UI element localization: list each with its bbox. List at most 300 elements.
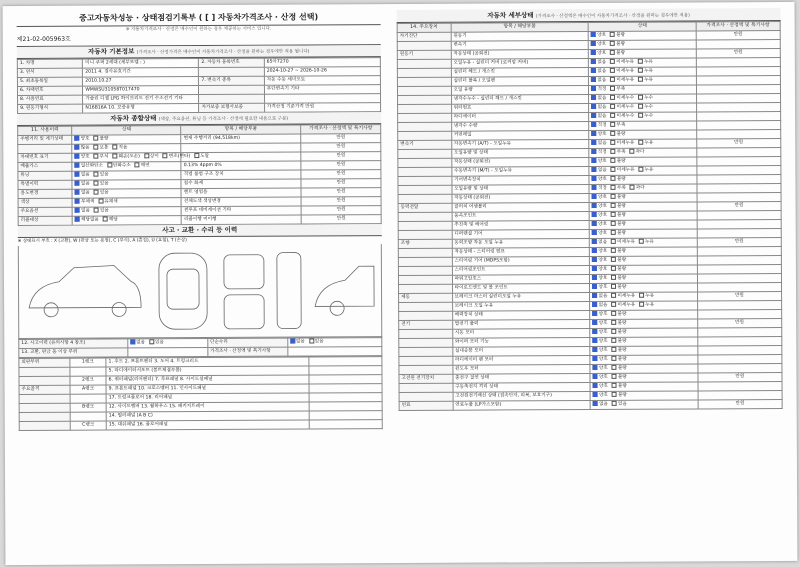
part-name: 작동상태 (공회전)	[452, 194, 590, 204]
checkbox[interactable]	[592, 113, 597, 118]
checkbox[interactable]	[75, 217, 80, 222]
table-row	[399, 400, 782, 411]
checkbox[interactable]	[611, 194, 616, 199]
checkbox[interactable]	[612, 329, 617, 334]
checkbox-label: 있음	[617, 401, 627, 407]
checkbox[interactable]	[94, 208, 99, 213]
checkbox[interactable]	[194, 153, 199, 158]
checkbox[interactable]	[107, 163, 112, 168]
device-group	[398, 248, 452, 257]
checkbox[interactable]	[593, 365, 598, 370]
checkbox[interactable]	[612, 311, 617, 316]
checkbox[interactable]	[94, 172, 99, 177]
vehicle-diagram	[18, 244, 382, 339]
checkbox[interactable]	[75, 145, 80, 150]
checkbox[interactable]	[612, 365, 617, 370]
checkbox[interactable]	[610, 113, 615, 118]
checkbox-label: 있음	[99, 172, 109, 178]
checkbox[interactable]	[611, 248, 616, 253]
price-value: 만원	[301, 134, 381, 143]
price-value	[697, 247, 781, 256]
checkbox[interactable]	[611, 167, 616, 172]
group-label: 주요골격	[19, 385, 70, 394]
part-name: 추진축 및 베어링	[452, 221, 590, 231]
checkbox[interactable]	[639, 293, 644, 298]
checkbox[interactable]	[630, 185, 635, 190]
device-group: 전기	[399, 320, 453, 329]
price-value	[697, 310, 781, 319]
field-value: 2011 4. 검사유효기간	[83, 68, 199, 78]
checkbox[interactable]	[593, 374, 598, 379]
checkbox[interactable]	[611, 176, 616, 181]
checkbox-label: 있음	[99, 181, 109, 187]
checkbox[interactable]	[592, 266, 597, 271]
device-group: 원동기	[397, 50, 451, 59]
field-value: WMWSU31058T017470	[83, 86, 199, 96]
field-value: 2024-10-27 ~ 2026-10-26	[264, 67, 380, 77]
title-note: ※ 자동차가격조사 · 산정은 매수인이 원하는 경우 제공하는 서비스 입니다.	[125, 26, 272, 33]
checkbox[interactable]	[611, 221, 616, 226]
checkbox[interactable]	[630, 149, 635, 154]
checkbox[interactable]	[593, 383, 598, 388]
checkbox[interactable]	[75, 208, 80, 213]
panel-parts: 17. 트렁크플로어 18. 리어패널	[106, 393, 309, 403]
column-header: 항목 / 해당부품	[451, 23, 589, 33]
checkbox[interactable]	[593, 320, 598, 325]
checkbox[interactable]	[610, 95, 615, 100]
panel-parts: 6. 쿼터패널(리어펜더) 7. 루프패널 8. 사이드실패널	[106, 375, 309, 385]
rank-label: 1랭크	[70, 358, 106, 367]
checkbox[interactable]	[75, 136, 80, 141]
checkbox-label: 불량	[617, 275, 627, 281]
checkbox[interactable]	[593, 392, 598, 397]
item-value: 렌트 영업용	[181, 188, 301, 198]
price-value	[697, 157, 781, 166]
checkbox[interactable]	[638, 77, 643, 82]
checkbox[interactable]	[611, 266, 616, 271]
part-name: 작동상태 (공회전)	[451, 158, 589, 168]
checkbox[interactable]	[592, 104, 597, 109]
price-value	[696, 67, 780, 76]
part-name: 발전기 출력	[452, 320, 590, 330]
part-name: 오일 유량	[451, 86, 589, 96]
device-group	[397, 41, 451, 50]
checkbox[interactable]	[592, 212, 597, 217]
device-group	[398, 212, 452, 221]
checkbox[interactable]	[592, 257, 597, 262]
row-label: 특별이력	[18, 180, 72, 189]
checkbox[interactable]	[75, 154, 80, 159]
checkbox-label: 불량	[617, 248, 627, 254]
checkbox[interactable]	[592, 185, 597, 190]
part-name: 구동축전지 격리 상태	[453, 383, 591, 393]
checkbox[interactable]	[612, 320, 617, 325]
rank-label: B랭크	[70, 403, 106, 412]
price-value	[697, 265, 781, 274]
checkbox[interactable]	[592, 140, 597, 145]
checkbox-label: 양호	[80, 136, 90, 142]
checkbox-label: 매연	[140, 163, 150, 169]
checkbox-label: 탄화수소	[113, 163, 131, 169]
rank-label	[70, 367, 106, 376]
row-label: 차대번호 표기	[18, 153, 72, 162]
checkbox[interactable]	[612, 356, 617, 361]
checkbox-label: 보통	[99, 145, 109, 151]
checkbox-label: 부족	[616, 122, 626, 128]
checkbox-label: 불량	[617, 329, 627, 335]
checkbox[interactable]	[591, 68, 596, 73]
checkbox-label: 불량	[617, 311, 627, 317]
checkbox[interactable]	[638, 68, 643, 73]
checkbox[interactable]	[592, 176, 597, 181]
rank-label: C랭크	[70, 421, 106, 430]
checkbox[interactable]	[593, 347, 598, 352]
part-name: 클러치 어셈블리	[452, 203, 590, 213]
device-group	[399, 392, 453, 401]
device-group	[398, 167, 452, 176]
part-name: 동력조향 작동 오일 누유	[452, 239, 590, 249]
checkbox-label: 불량	[616, 32, 625, 38]
checkbox[interactable]	[75, 163, 80, 168]
price-value: 만원	[301, 161, 381, 170]
column-header: 11. 사용이력	[18, 126, 72, 135]
field-value: 자동 수동 세미오토	[264, 76, 380, 86]
checkbox[interactable]	[638, 104, 643, 109]
checkbox[interactable]	[611, 203, 616, 208]
checkbox[interactable]	[592, 95, 597, 100]
checkbox[interactable]	[75, 172, 80, 177]
checkbox-label: 적정	[597, 185, 607, 191]
checkbox-label: 있음	[155, 340, 164, 346]
checkbox[interactable]	[592, 248, 597, 253]
checkbox[interactable]	[591, 77, 596, 82]
price-value	[697, 256, 781, 265]
checkbox[interactable]	[94, 154, 99, 159]
price-value: 만원	[301, 197, 381, 206]
checkbox[interactable]	[610, 59, 615, 64]
checkbox[interactable]	[610, 77, 615, 82]
row-label: 13. 교환, 판금 등 이상 부위	[19, 348, 128, 358]
price-value	[697, 220, 781, 229]
checkbox[interactable]	[592, 284, 597, 289]
rank-label: A랭크	[70, 385, 106, 394]
price-value	[697, 283, 781, 292]
checkbox[interactable]	[591, 59, 596, 64]
checkbox[interactable]	[112, 144, 117, 149]
checkbox[interactable]	[592, 149, 597, 154]
checkbox[interactable]	[611, 293, 616, 298]
device-group	[398, 131, 452, 140]
checkbox[interactable]	[75, 190, 80, 195]
checkbox[interactable]	[591, 32, 596, 37]
field-label: 2. 자동차 등록번호	[199, 58, 264, 67]
rank-label	[70, 412, 106, 421]
checkbox[interactable]	[639, 239, 644, 244]
checkbox[interactable]	[591, 86, 596, 91]
device-group	[398, 185, 452, 194]
price-value	[697, 166, 781, 175]
checkbox[interactable]	[612, 347, 617, 352]
checkbox[interactable]	[309, 338, 314, 343]
checkbox-label: 과다	[635, 149, 645, 155]
checkbox-label: 없음	[136, 340, 146, 346]
price-value	[698, 346, 782, 355]
part-name: 수동변속기 (M/T) - 오일누유	[452, 167, 590, 177]
column-header: 항목 / 해당부품	[181, 125, 301, 135]
part-name: 스티어링조인트	[452, 266, 590, 276]
checkbox[interactable]	[610, 32, 615, 37]
checkbox-label: 양호	[597, 32, 607, 38]
checkbox[interactable]	[611, 158, 616, 163]
row-label: 가격조사 · 산정액 및 특기사항	[208, 347, 288, 356]
device-group	[398, 221, 452, 230]
checkbox[interactable]	[611, 257, 616, 262]
checkbox[interactable]	[593, 302, 598, 307]
checkbox[interactable]	[610, 104, 615, 109]
checkbox-label: 양호	[598, 284, 608, 290]
checkbox[interactable]	[593, 293, 598, 298]
part-name: 워터펌프	[451, 104, 589, 114]
checkbox[interactable]	[593, 401, 598, 406]
checkbox[interactable]	[113, 153, 118, 158]
checkbox-label: 있음	[99, 208, 109, 214]
checkbox-label: 양호	[597, 158, 607, 164]
checkbox[interactable]	[593, 311, 598, 316]
checkbox[interactable]	[611, 239, 616, 244]
checkbox[interactable]	[592, 167, 597, 172]
field-label: 9. 원동기형식	[18, 104, 83, 113]
part-name: 원동기	[451, 32, 589, 42]
checkbox[interactable]	[611, 230, 616, 235]
part-name: 등속조인트	[452, 212, 590, 222]
checkbox[interactable]	[98, 199, 103, 204]
checkbox-label: 양호	[598, 338, 608, 344]
checkbox-label: 불량	[616, 41, 626, 47]
price-value	[309, 357, 382, 366]
group-label	[19, 394, 70, 403]
checkbox[interactable]	[290, 339, 295, 344]
checkbox-label: 적정	[597, 86, 607, 92]
checkbox-label: 누유	[644, 140, 654, 146]
field-value: 가격산정 기준가격 만원	[264, 103, 380, 113]
checkbox[interactable]	[612, 338, 617, 343]
price-value: 만원	[698, 400, 782, 409]
price-value	[696, 58, 780, 67]
part-name: 라디에이터 팬 모터	[452, 356, 590, 366]
item-value: 침수 화재	[181, 179, 301, 189]
device-group	[399, 347, 453, 356]
device-group	[398, 158, 452, 167]
right-page	[397, 8, 783, 411]
inspection-sheet	[3, 2, 798, 565]
part-name: 기어변속장치	[452, 176, 590, 186]
checkbox[interactable]	[94, 145, 99, 150]
overall-status-table	[17, 124, 382, 226]
row-label: 배출가스	[18, 162, 72, 171]
device-group	[398, 95, 452, 104]
checkbox[interactable]	[591, 41, 596, 46]
part-name: 배력장치 상태	[452, 311, 590, 321]
part-name: 브레이크 오일 누유	[452, 302, 590, 312]
checkbox-label: 훼손(오손)	[118, 154, 140, 160]
checkbox-label: 불량	[616, 50, 626, 56]
checkbox-label: 누유	[644, 239, 654, 245]
checkbox-label: 적정	[597, 149, 607, 155]
checkbox-label: 없음	[597, 113, 607, 119]
device-group	[399, 356, 453, 365]
checkbox-label: 양호	[598, 230, 608, 236]
checkbox[interactable]	[638, 95, 643, 100]
checkbox-label: 과다	[635, 185, 645, 191]
part-name: 실내송풍 모터	[452, 347, 590, 357]
checkbox[interactable]	[75, 181, 80, 186]
checkbox-label: 불량	[617, 230, 627, 236]
checkbox[interactable]	[611, 122, 616, 127]
checkbox[interactable]	[593, 356, 598, 361]
checkbox-label: 불량	[617, 212, 626, 218]
device-group	[399, 338, 453, 347]
checkbox-label: 양호	[598, 329, 608, 335]
checkbox-label: 부식	[99, 154, 109, 160]
checkbox[interactable]	[593, 338, 598, 343]
checkbox[interactable]	[638, 140, 643, 145]
checkbox[interactable]	[592, 203, 597, 208]
checkbox[interactable]	[592, 158, 597, 163]
column-header: 상태	[72, 126, 181, 136]
device-group	[398, 266, 452, 275]
checkbox[interactable]	[610, 50, 615, 55]
device-group	[398, 104, 452, 113]
checkbox[interactable]	[638, 113, 643, 118]
row-label: 주요옵션	[18, 207, 72, 216]
price-value: 만원	[301, 215, 381, 224]
checkbox[interactable]	[610, 86, 615, 91]
checkbox-label: 미세누유	[617, 239, 635, 245]
checkbox[interactable]	[94, 136, 99, 141]
checkbox-label: 양호	[598, 374, 608, 380]
field-label	[199, 85, 264, 94]
checkbox[interactable]	[612, 383, 617, 388]
checkbox[interactable]	[612, 392, 617, 397]
price-value	[309, 375, 382, 384]
row-label: 튜닝	[18, 171, 72, 180]
price-value	[697, 301, 781, 310]
checkbox[interactable]	[75, 199, 80, 204]
checkbox[interactable]	[103, 217, 108, 222]
part-name: 파워고압호스	[452, 275, 590, 285]
checkbox-label: 누유	[644, 68, 653, 74]
part-name: 실린더 블록 / 오일팬	[451, 77, 589, 87]
checkbox[interactable]	[610, 68, 615, 73]
checkbox-label: 불량	[617, 221, 626, 227]
column-header: 14. 주요장치	[397, 23, 451, 32]
checkbox-label: 양호	[599, 383, 608, 389]
checkbox[interactable]	[611, 302, 616, 307]
checkbox[interactable]	[592, 275, 597, 280]
checkbox[interactable]	[611, 140, 616, 145]
price-value: 만원	[698, 373, 782, 382]
checkbox-label: 불량	[617, 392, 627, 398]
price-value	[696, 112, 780, 121]
checkbox[interactable]	[149, 339, 154, 344]
field-label: 8. 사용연료	[18, 95, 83, 104]
checkbox-label: 양호	[598, 275, 608, 281]
row-label: 12. 사고이력 (유의사항 4 참조)	[19, 339, 128, 349]
price-value	[698, 391, 782, 400]
checkbox[interactable]	[592, 131, 597, 136]
checkbox[interactable]	[592, 239, 597, 244]
checkbox-label: 불량	[617, 320, 627, 326]
checkbox[interactable]	[611, 212, 616, 217]
price-value	[698, 364, 782, 373]
part-name: 스티어링 기어 (MDPS포함)	[452, 257, 590, 267]
row-label: 용도변경	[18, 189, 72, 198]
checkbox[interactable]	[611, 131, 616, 136]
price-value: 만원	[697, 238, 781, 247]
checkbox[interactable]	[593, 329, 598, 334]
device-group	[398, 194, 452, 203]
checkbox[interactable]	[144, 153, 149, 158]
checkbox[interactable]	[592, 194, 597, 199]
part-name: 변속기	[451, 41, 589, 51]
checkbox[interactable]	[592, 221, 597, 226]
group-label	[19, 421, 70, 430]
checkbox[interactable]	[130, 339, 135, 344]
checkbox[interactable]	[612, 401, 617, 406]
price-value	[696, 85, 780, 94]
panel-exchange-table	[18, 356, 382, 431]
field-value: N16B16A 10. 보증유형	[83, 104, 199, 114]
device-group	[397, 77, 451, 86]
price-value	[696, 94, 780, 103]
item-value: 현재 주행거리 (94,518km)	[181, 134, 301, 144]
part-name: 라디에이터	[451, 113, 589, 123]
checkbox-label: 양호	[597, 41, 607, 47]
checkbox-label: 미세누유	[616, 77, 635, 83]
part-name: 디퍼렌셜 기어	[452, 230, 590, 240]
checkbox[interactable]	[610, 41, 615, 46]
checkbox[interactable]	[638, 59, 643, 64]
checkbox[interactable]	[639, 302, 644, 307]
checkbox[interactable]	[611, 275, 616, 280]
checkbox[interactable]	[163, 153, 168, 158]
checkbox-label: 일산화탄소	[80, 163, 104, 169]
checkbox-label: 미세누유	[616, 68, 635, 74]
status-options	[128, 348, 208, 357]
checkbox[interactable]	[611, 185, 616, 190]
checkbox[interactable]	[612, 374, 617, 379]
accident-history-header: 사고 · 교환 · 수리 등 이력	[18, 224, 382, 238]
checkbox[interactable]	[611, 149, 616, 154]
checkbox[interactable]	[592, 230, 597, 235]
checkbox-label: 불량	[616, 176, 626, 182]
checkbox-label: 양호	[597, 50, 607, 56]
checkbox[interactable]	[591, 50, 596, 55]
price-value: 만원	[301, 206, 381, 215]
price-value	[697, 148, 781, 157]
checkbox[interactable]	[592, 122, 597, 127]
checkbox[interactable]	[611, 284, 616, 289]
row-label: 색상	[18, 198, 72, 207]
field-label	[199, 67, 264, 76]
checkbox-label: 누유	[645, 302, 655, 308]
checkbox[interactable]	[639, 167, 644, 172]
checkbox-label: 양호	[598, 347, 608, 353]
checkbox[interactable]	[135, 162, 140, 167]
panel-parts: 14. 필러패널 (A B C)	[106, 411, 309, 421]
checkbox[interactable]	[94, 190, 99, 195]
checkbox[interactable]	[94, 181, 99, 186]
